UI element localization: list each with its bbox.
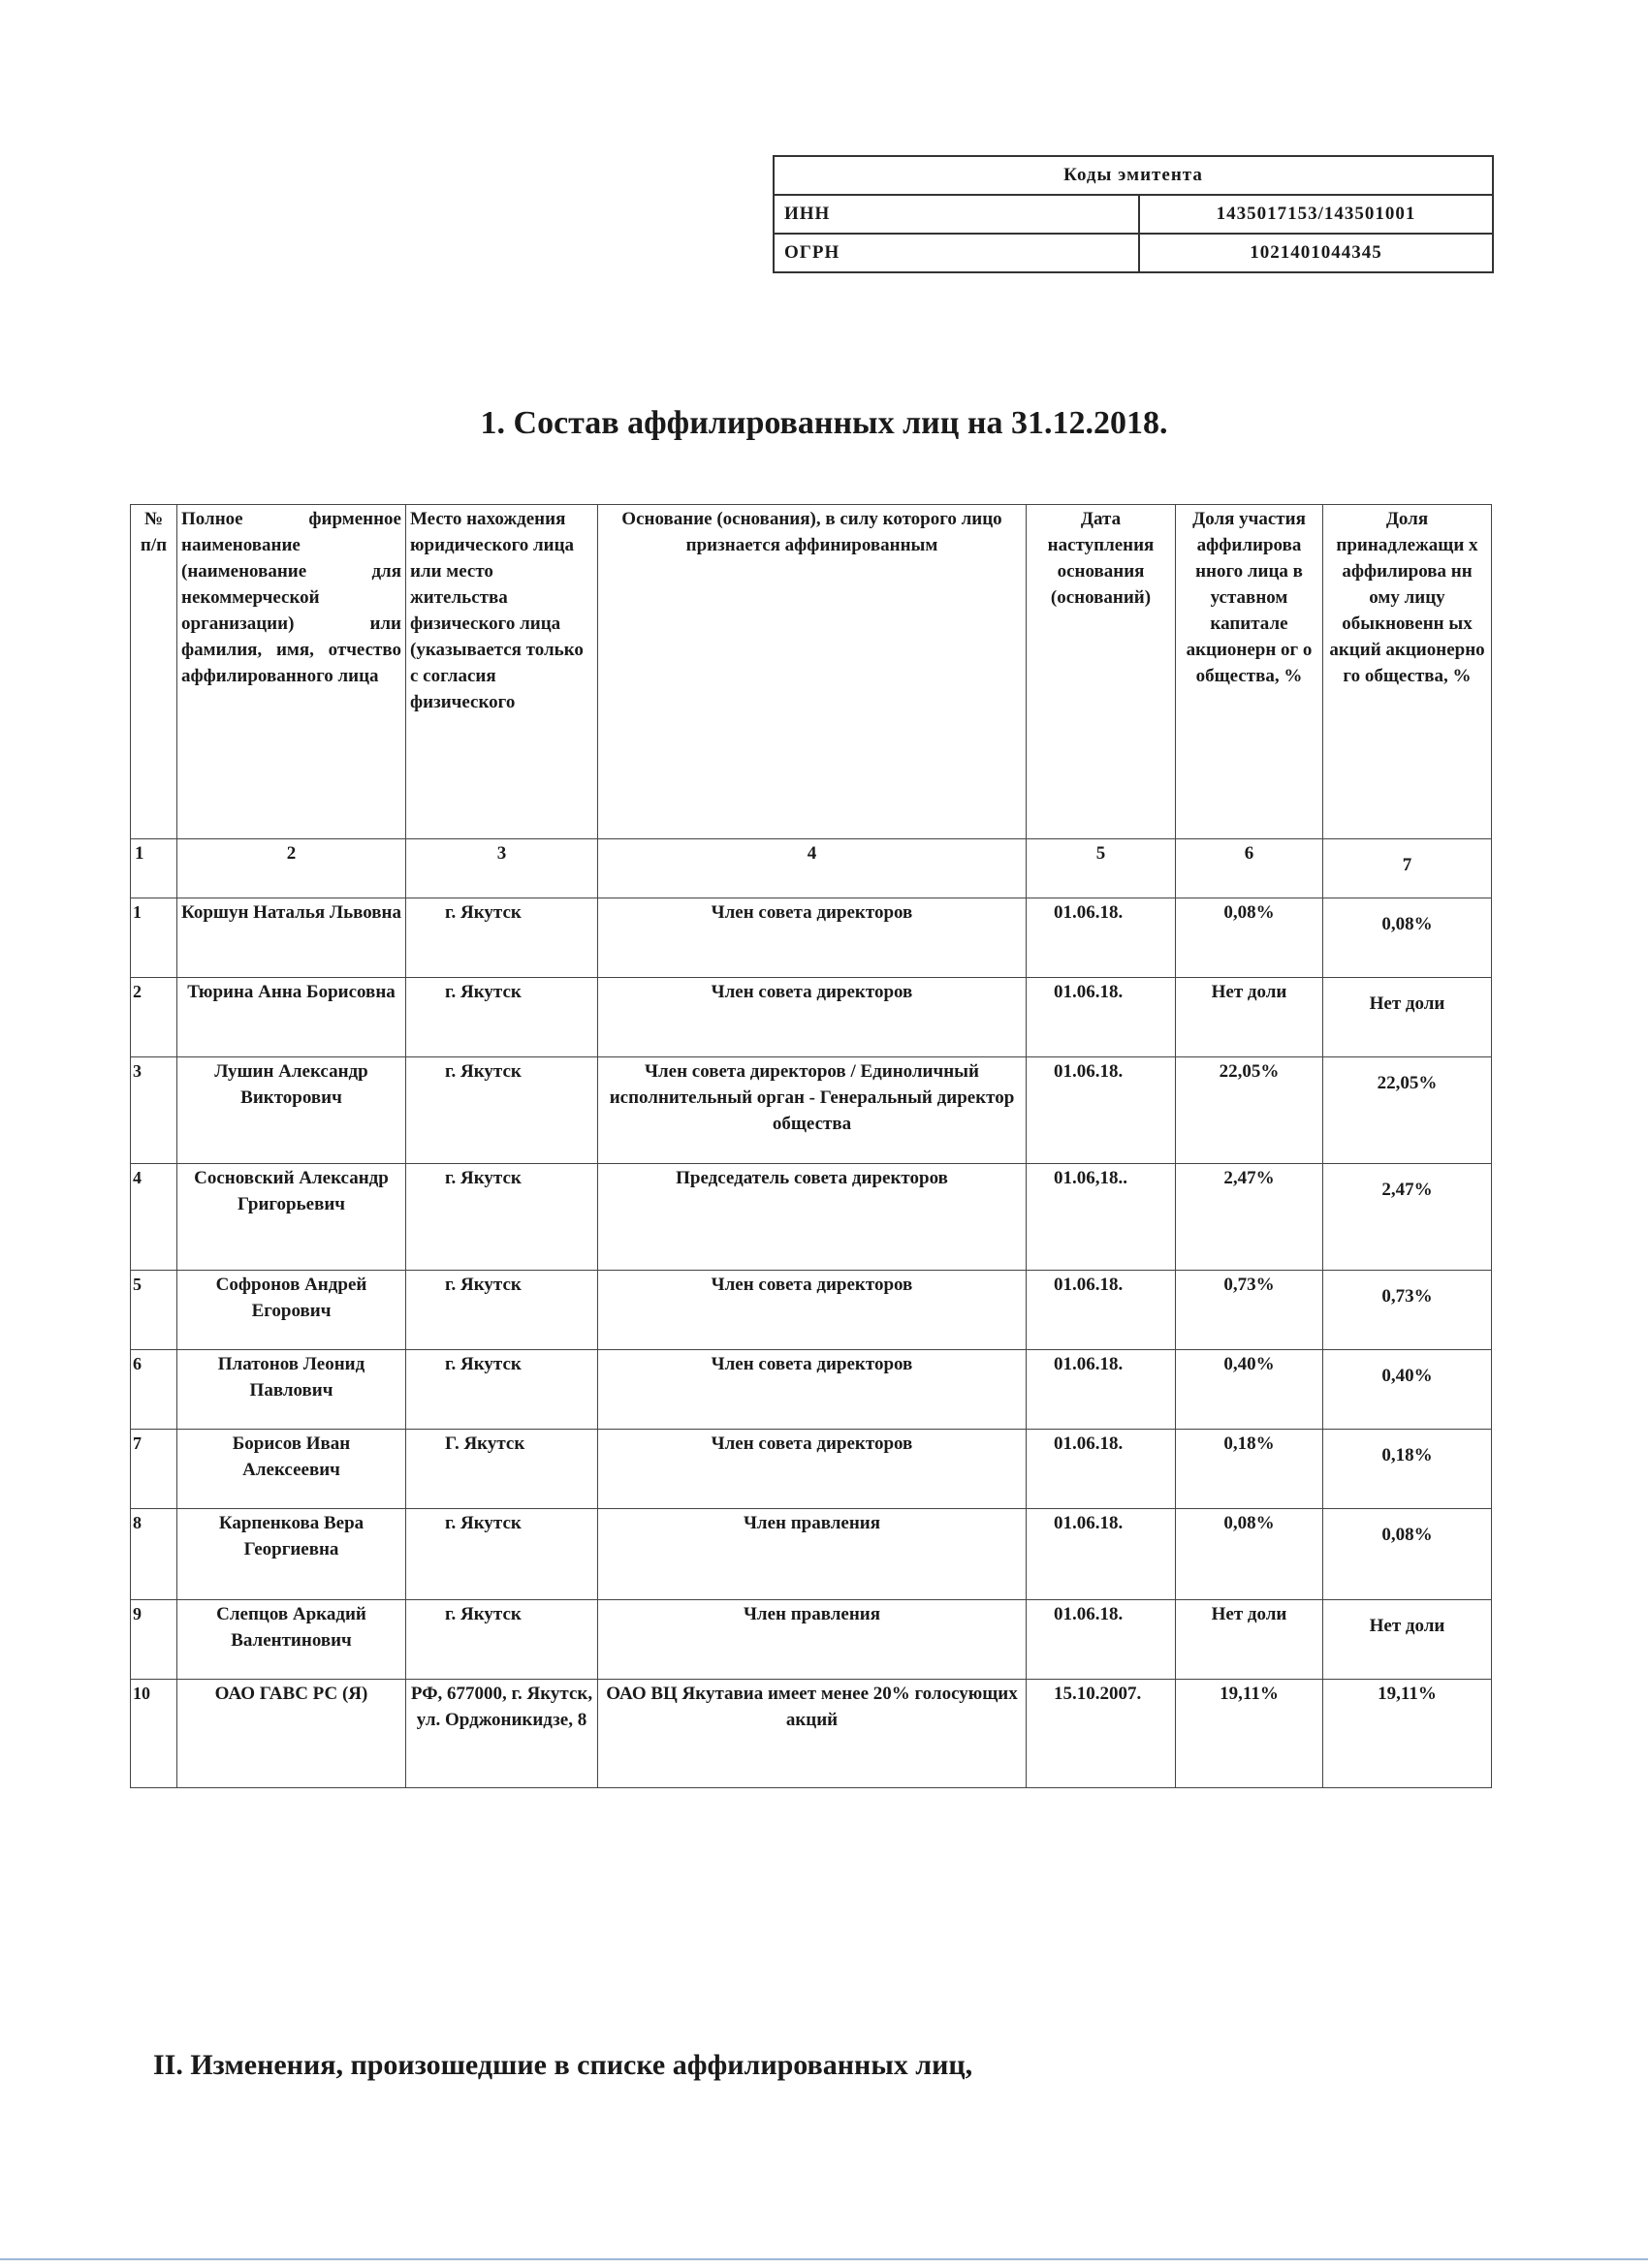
basis-date: 01.06.18. bbox=[1027, 1430, 1176, 1509]
table-row bbox=[131, 898, 1492, 978]
stock-share: 22,05% bbox=[1323, 1057, 1492, 1164]
affiliate-basis: Член правления bbox=[598, 1600, 1027, 1680]
header-row bbox=[131, 505, 1492, 839]
affiliate-location: г. Якутск bbox=[406, 978, 598, 1057]
stock-share: 0,08% bbox=[1323, 898, 1492, 978]
col-number: 5 bbox=[1027, 839, 1176, 898]
affiliate-name: ОАО ГАВС РС (Я) bbox=[177, 1680, 406, 1788]
stock-share: 0,18% bbox=[1323, 1430, 1492, 1509]
issuer-codes-table bbox=[773, 155, 1494, 273]
inn-value: 1435017153/143501001 bbox=[1139, 195, 1493, 234]
col-header-date: Дата наступления основания (оснований) bbox=[1027, 505, 1176, 839]
affiliate-basis: Член совета директоров bbox=[598, 1271, 1027, 1350]
document-title: 1. Состав аффилированных лиц на 31.12.2018. bbox=[480, 405, 1168, 441]
affiliate-name: Слепцов Аркадий Валентинович bbox=[177, 1600, 406, 1680]
affiliate-location: РФ, 677000, г. Якутск, ул. Орджоникидзе, 8 bbox=[406, 1680, 598, 1788]
basis-date: 01.06.18. bbox=[1027, 1509, 1176, 1600]
issuer-codes-header: Коды эмитента bbox=[774, 156, 1493, 195]
stock-share: 0,40% bbox=[1323, 1350, 1492, 1430]
capital-share: 0,73% bbox=[1176, 1271, 1323, 1350]
row-number: 2 bbox=[131, 978, 177, 1057]
basis-date: 01.06.18. bbox=[1027, 1057, 1176, 1164]
row-number: 1 bbox=[131, 898, 177, 978]
capital-share: 19,11% bbox=[1176, 1680, 1323, 1788]
row-number: 5 bbox=[131, 1271, 177, 1350]
stock-share: 0,73% bbox=[1323, 1271, 1492, 1350]
issuer-code-row-inn bbox=[774, 195, 1493, 234]
affiliate-basis: Председатель совета директоров bbox=[598, 1164, 1027, 1271]
stock-share: Нет доли bbox=[1323, 1600, 1492, 1680]
col-header-capital-share: Доля участия аффилирова нного лица в уставном капитале акционерн ог о общества, % bbox=[1176, 505, 1323, 839]
row-number: 7 bbox=[131, 1430, 177, 1509]
affiliate-location: г. Якутск bbox=[406, 898, 598, 978]
col-header-name: Полное фирменное наименование (наименование для некоммерческой организации) или фамилия, имя, отчество аффилированного лица bbox=[177, 505, 406, 839]
basis-date: 01.06.18. bbox=[1027, 978, 1176, 1057]
affiliate-basis: Член совета директоров bbox=[598, 898, 1027, 978]
issuer-code-row-ogrn bbox=[774, 234, 1493, 272]
affiliate-name: Борисов Иван Алексеевич bbox=[177, 1430, 406, 1509]
affiliate-name: Лушин Александр Викторович bbox=[177, 1057, 406, 1164]
table-row bbox=[131, 1509, 1492, 1600]
basis-date: 15.10.2007. bbox=[1027, 1680, 1176, 1788]
stock-share: 2,47% bbox=[1323, 1164, 1492, 1271]
col-number: 3 bbox=[406, 839, 598, 898]
capital-share: 0,40% bbox=[1176, 1350, 1323, 1430]
table-row bbox=[131, 1271, 1492, 1350]
basis-date: 01.06,18.. bbox=[1027, 1164, 1176, 1271]
col-number: 1 bbox=[131, 839, 177, 898]
affiliate-name: Софронов Андрей Егорович bbox=[177, 1271, 406, 1350]
capital-share: 2,47% bbox=[1176, 1164, 1323, 1271]
inn-label: ИНН bbox=[774, 195, 1139, 234]
basis-date: 01.06.18. bbox=[1027, 1350, 1176, 1430]
table-row bbox=[131, 1430, 1492, 1509]
capital-share: 0,08% bbox=[1176, 1509, 1323, 1600]
col-header-basis: Основание (основания), в силу которого лицо признается аффинированным bbox=[598, 505, 1027, 839]
basis-date: 01.06.18. bbox=[1027, 1271, 1176, 1350]
ogrn-label: ОГРН bbox=[774, 234, 1139, 272]
col-number: 6 bbox=[1176, 839, 1323, 898]
affiliate-basis: Член совета директоров / Единоличный исполнительный орган - Генеральный директор общества bbox=[598, 1057, 1027, 1164]
col-header-stock-share: Доля принадлежащи х аффилирова нн ому лицу обыкновенн ых акций акционерно го общества, % bbox=[1323, 505, 1492, 839]
capital-share: 0,18% bbox=[1176, 1430, 1323, 1509]
table-row bbox=[131, 1600, 1492, 1680]
affiliate-name: Тюрина Анна Борисовна bbox=[177, 978, 406, 1057]
row-number: 6 bbox=[131, 1350, 177, 1430]
affiliate-name: Карпенкова Вера Георгиевна bbox=[177, 1509, 406, 1600]
col-number: 7 bbox=[1323, 839, 1492, 898]
ogrn-value: 1021401044345 bbox=[1139, 234, 1493, 272]
basis-date: 01.06.18. bbox=[1027, 898, 1176, 978]
table-row bbox=[131, 1350, 1492, 1430]
table-row bbox=[131, 1680, 1492, 1788]
row-number: 8 bbox=[131, 1509, 177, 1600]
capital-share: 0,08% bbox=[1176, 898, 1323, 978]
capital-share: Нет доли bbox=[1176, 1600, 1323, 1680]
affiliate-basis: Член правления bbox=[598, 1509, 1027, 1600]
table-row bbox=[131, 1164, 1492, 1271]
affiliate-location: г. Якутск bbox=[406, 1057, 598, 1164]
section-2-heading: II. Изменения, произошедшие в списке аффилированных лиц, bbox=[153, 2049, 973, 2081]
stock-share: Нет доли bbox=[1323, 978, 1492, 1057]
column-numbers-row bbox=[131, 839, 1492, 898]
affiliate-name: Платонов Леонид Павлович bbox=[177, 1350, 406, 1430]
affiliate-name: Коршун Наталья Львовна bbox=[177, 898, 406, 978]
affiliate-name: Сосновский Александр Григорьевич bbox=[177, 1164, 406, 1271]
page-edge-line bbox=[0, 2258, 1648, 2260]
affiliate-location: г. Якутск bbox=[406, 1600, 598, 1680]
affiliate-location: г. Якутск bbox=[406, 1350, 598, 1430]
col-number: 4 bbox=[598, 839, 1027, 898]
affiliates-table bbox=[130, 504, 1492, 1788]
affiliate-location: г. Якутск bbox=[406, 1164, 598, 1271]
col-header-location: Место нахождения юридического лица или место жительства физического лица (указывается только с согласия физического bbox=[406, 505, 598, 839]
affiliate-basis: ОАО ВЦ Якутавиа имеет менее 20% голосующих акций bbox=[598, 1680, 1027, 1788]
capital-share: 22,05% bbox=[1176, 1057, 1323, 1164]
table-row bbox=[131, 1057, 1492, 1164]
col-number: 2 bbox=[177, 839, 406, 898]
affiliate-location: г. Якутск bbox=[406, 1271, 598, 1350]
table-row bbox=[131, 978, 1492, 1057]
row-number: 9 bbox=[131, 1600, 177, 1680]
affiliate-location: Г. Якутск bbox=[406, 1430, 598, 1509]
row-number: 3 bbox=[131, 1057, 177, 1164]
affiliate-basis: Член совета директоров bbox=[598, 978, 1027, 1057]
row-number: 10 bbox=[131, 1680, 177, 1788]
affiliate-basis: Член совета директоров bbox=[598, 1430, 1027, 1509]
basis-date: 01.06.18. bbox=[1027, 1600, 1176, 1680]
capital-share: Нет доли bbox=[1176, 978, 1323, 1057]
row-number: 4 bbox=[131, 1164, 177, 1271]
stock-share: 19,11% bbox=[1323, 1680, 1492, 1788]
stock-share: 0,08% bbox=[1323, 1509, 1492, 1600]
col-header-number: № п/п bbox=[131, 505, 177, 839]
affiliate-basis: Член совета директоров bbox=[598, 1350, 1027, 1430]
affiliate-location: г. Якутск bbox=[406, 1509, 598, 1600]
